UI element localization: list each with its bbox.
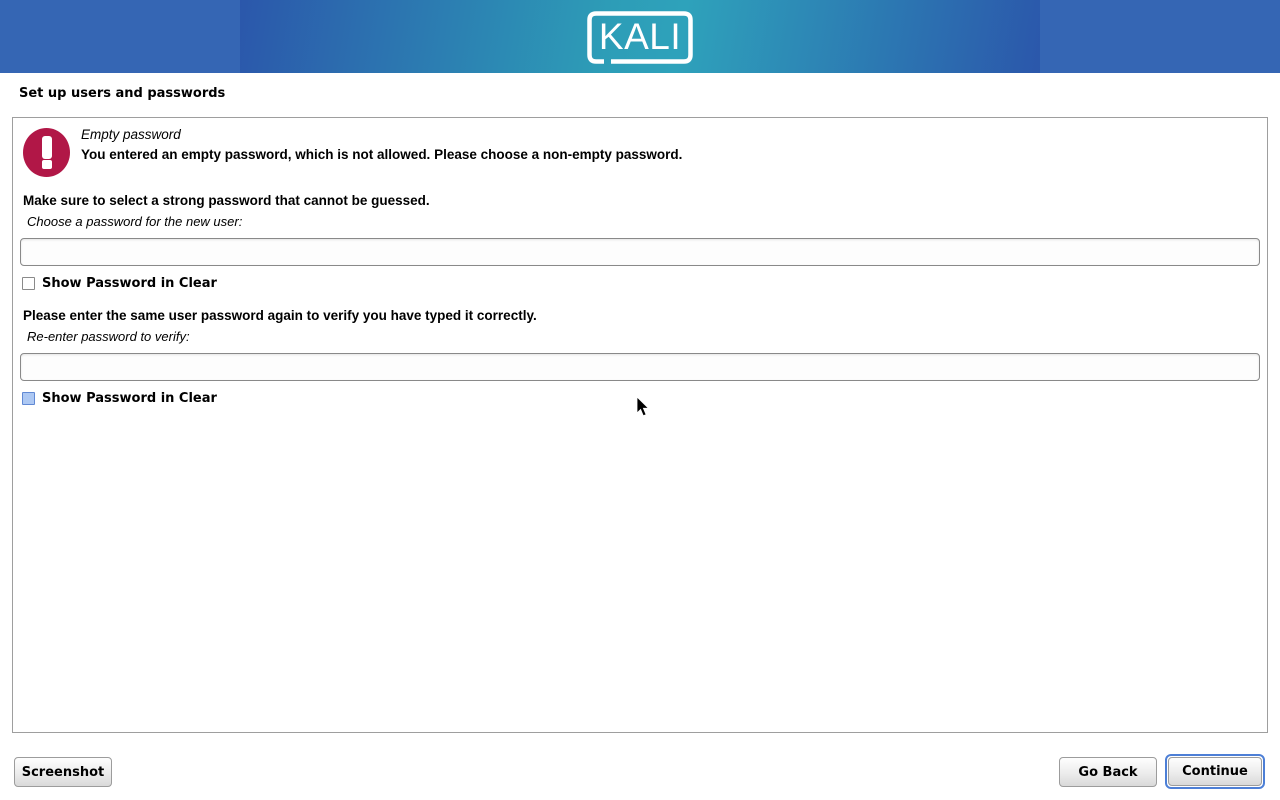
page-title: Set up users and passwords <box>19 86 226 101</box>
kali-logo-text: KALI <box>598 16 682 57</box>
error-icon <box>23 128 70 177</box>
screenshot-button[interactable]: Screenshot <box>14 757 112 787</box>
error-message: You entered an empty password, which is not allowed. Please choose a non-empty password. <box>81 147 683 162</box>
show-password-checkbox-row-2[interactable] <box>22 391 217 406</box>
exclamation-mark-bar <box>42 136 52 159</box>
banner-left-panel <box>0 0 240 73</box>
banner <box>0 0 1280 73</box>
banner-gradient-panel <box>240 0 1040 73</box>
mouse-cursor <box>636 396 652 418</box>
choose-password-label: Choose a password for the new user: <box>27 214 243 229</box>
show-password-label-2: Show Password in Clear <box>42 391 217 406</box>
main-panel <box>12 117 1268 733</box>
show-password-label-1: Show Password in Clear <box>42 276 217 291</box>
show-password-checkbox-2[interactable] <box>22 392 35 405</box>
reenter-password-label: Re-enter password to verify: <box>27 329 190 344</box>
kali-logo <box>586 10 694 65</box>
show-password-checkbox-1[interactable] <box>22 277 35 290</box>
continue-focus-ring <box>1165 754 1265 789</box>
verify-password-input[interactable] <box>20 353 1260 381</box>
error-title: Empty password <box>81 127 181 142</box>
password-input[interactable] <box>20 238 1260 266</box>
verify-password-heading: Please enter the same user password again to verify you have typed it correctly. <box>23 308 537 323</box>
exclamation-mark-dot <box>42 160 52 169</box>
continue-button[interactable]: Continue <box>1168 757 1262 786</box>
strong-password-heading: Make sure to select a strong password that cannot be guessed. <box>23 193 430 208</box>
show-password-checkbox-row-1[interactable] <box>22 276 217 291</box>
banner-right-panel <box>1040 0 1280 73</box>
go-back-button[interactable]: Go Back <box>1059 757 1157 787</box>
